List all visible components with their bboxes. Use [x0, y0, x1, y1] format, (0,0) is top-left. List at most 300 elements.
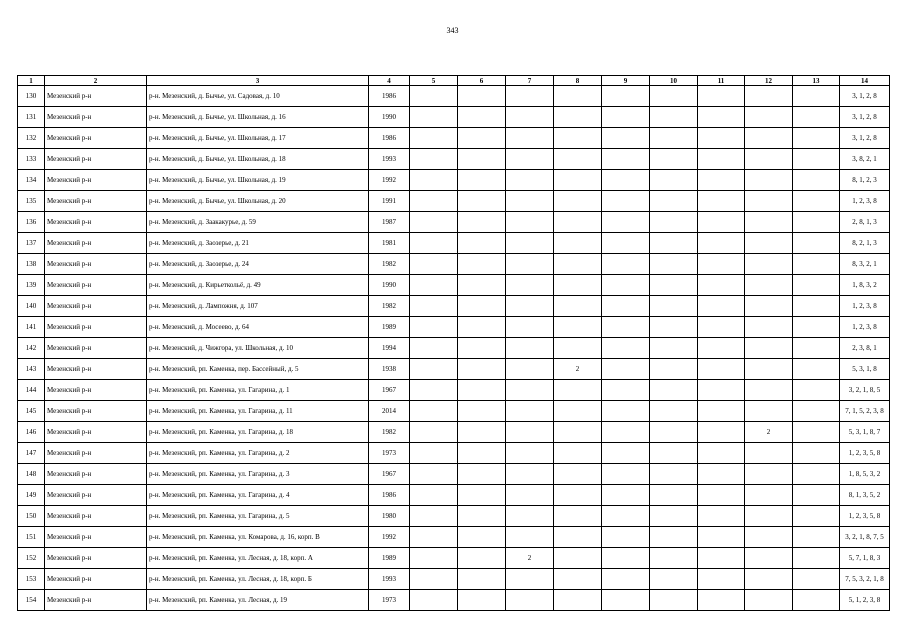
col13-cell	[793, 254, 840, 275]
year-cell: 1989	[369, 548, 410, 569]
col13-cell	[793, 485, 840, 506]
col6-cell	[458, 191, 506, 212]
col12-cell	[745, 527, 793, 548]
table-row	[18, 212, 890, 233]
address-cell: р-н. Мезенский, д. Мосеево, д. 64	[147, 317, 369, 338]
table-row	[18, 128, 890, 149]
row-number: 143	[18, 359, 45, 380]
table-body	[18, 86, 890, 611]
district-cell: Мезенский р-н	[45, 338, 147, 359]
col8-cell	[554, 317, 602, 338]
col5-cell	[410, 338, 458, 359]
col7-cell	[506, 338, 554, 359]
col11-cell	[698, 233, 745, 254]
col12-cell	[745, 338, 793, 359]
col14-cell: 8, 1, 2, 3	[840, 170, 890, 191]
col14-cell: 5, 1, 2, 3, 8	[840, 590, 890, 611]
col5-cell	[410, 443, 458, 464]
col9-cell	[602, 422, 650, 443]
column-header: 6	[458, 76, 506, 86]
col7-cell: 2	[506, 548, 554, 569]
col5-cell	[410, 86, 458, 107]
col14-cell: 3, 1, 2, 8	[840, 86, 890, 107]
col5-cell	[410, 233, 458, 254]
col8-cell	[554, 191, 602, 212]
column-header: 2	[45, 76, 147, 86]
address-cell: р-н. Мезенский, рп. Каменка, ул. Гагарина, д. 2	[147, 443, 369, 464]
year-cell: 1967	[369, 380, 410, 401]
col5-cell	[410, 464, 458, 485]
year-cell: 1982	[369, 254, 410, 275]
col5-cell	[410, 380, 458, 401]
district-cell: Мезенский р-н	[45, 506, 147, 527]
address-cell: р-н. Мезенский, д. Бычье, ул. Школьная, д. 17	[147, 128, 369, 149]
col6-cell	[458, 149, 506, 170]
header-row	[18, 76, 890, 86]
col10-cell	[650, 569, 698, 590]
table-row	[18, 527, 890, 548]
col12-cell	[745, 254, 793, 275]
col6-cell	[458, 464, 506, 485]
col8-cell	[554, 296, 602, 317]
col13-cell	[793, 212, 840, 233]
col7-cell	[506, 506, 554, 527]
district-cell: Мезенский р-н	[45, 569, 147, 590]
col12-cell	[745, 590, 793, 611]
district-cell: Мезенский р-н	[45, 149, 147, 170]
col9-cell	[602, 107, 650, 128]
year-cell: 1973	[369, 443, 410, 464]
col6-cell	[458, 128, 506, 149]
address-cell: р-н. Мезенский, д. Кирьеткольё, д. 49	[147, 275, 369, 296]
table-row	[18, 590, 890, 611]
col14-cell: 3, 1, 2, 8	[840, 128, 890, 149]
year-cell: 1980	[369, 506, 410, 527]
year-cell: 1991	[369, 191, 410, 212]
col14-cell: 7, 1, 5, 2, 3, 8	[840, 401, 890, 422]
table-row	[18, 107, 890, 128]
row-number: 138	[18, 254, 45, 275]
address-cell: р-н. Мезенский, д. Бычье, ул. Садовая, д. 10	[147, 86, 369, 107]
table-row	[18, 233, 890, 254]
col10-cell	[650, 464, 698, 485]
col12-cell	[745, 548, 793, 569]
col8-cell	[554, 107, 602, 128]
col10-cell	[650, 275, 698, 296]
district-cell: Мезенский р-н	[45, 527, 147, 548]
col6-cell	[458, 170, 506, 191]
col6-cell	[458, 569, 506, 590]
year-cell: 1982	[369, 296, 410, 317]
year-cell: 1986	[369, 485, 410, 506]
col7-cell	[506, 212, 554, 233]
row-number: 131	[18, 107, 45, 128]
col5-cell	[410, 569, 458, 590]
row-number: 135	[18, 191, 45, 212]
col9-cell	[602, 569, 650, 590]
col10-cell	[650, 422, 698, 443]
col13-cell	[793, 527, 840, 548]
column-header: 9	[602, 76, 650, 86]
col13-cell	[793, 422, 840, 443]
col12-cell	[745, 464, 793, 485]
col9-cell	[602, 233, 650, 254]
address-cell: р-н. Мезенский, д. Заозерье, д. 21	[147, 233, 369, 254]
col5-cell	[410, 590, 458, 611]
col10-cell	[650, 191, 698, 212]
col6-cell	[458, 212, 506, 233]
col10-cell	[650, 527, 698, 548]
col12-cell	[745, 380, 793, 401]
col12-cell	[745, 569, 793, 590]
address-cell: р-н. Мезенский, рп. Каменка, ул. Комарова, д. 16, корп. В	[147, 527, 369, 548]
year-cell: 1938	[369, 359, 410, 380]
table-row	[18, 338, 890, 359]
col6-cell	[458, 296, 506, 317]
col6-cell	[458, 443, 506, 464]
col12-cell	[745, 86, 793, 107]
col5-cell	[410, 359, 458, 380]
col10-cell	[650, 590, 698, 611]
row-number: 145	[18, 401, 45, 422]
col8-cell	[554, 485, 602, 506]
col12-cell	[745, 359, 793, 380]
row-number: 142	[18, 338, 45, 359]
col11-cell	[698, 590, 745, 611]
col13-cell	[793, 170, 840, 191]
col8-cell	[554, 422, 602, 443]
col12-cell: 2	[745, 422, 793, 443]
address-cell: р-н. Мезенский, д. Чижгора, ул. Школьная, д. 10	[147, 338, 369, 359]
col7-cell	[506, 443, 554, 464]
address-cell: р-н. Мезенский, рп. Каменка, ул. Гагарина, д. 18	[147, 422, 369, 443]
col12-cell	[745, 401, 793, 422]
column-header: 8	[554, 76, 602, 86]
col9-cell	[602, 464, 650, 485]
col7-cell	[506, 422, 554, 443]
col11-cell	[698, 275, 745, 296]
col9-cell	[602, 443, 650, 464]
year-cell: 1986	[369, 128, 410, 149]
column-header: 14	[840, 76, 890, 86]
row-number: 140	[18, 296, 45, 317]
year-cell: 1990	[369, 275, 410, 296]
col9-cell	[602, 128, 650, 149]
col12-cell	[745, 128, 793, 149]
col7-cell	[506, 590, 554, 611]
table-row	[18, 191, 890, 212]
col9-cell	[602, 506, 650, 527]
address-cell: р-н. Мезенский, рп. Каменка, ул. Гагарина, д. 1	[147, 380, 369, 401]
col9-cell	[602, 317, 650, 338]
col11-cell	[698, 401, 745, 422]
row-number: 144	[18, 380, 45, 401]
year-cell: 1992	[369, 170, 410, 191]
col6-cell	[458, 317, 506, 338]
col8-cell	[554, 527, 602, 548]
col13-cell	[793, 296, 840, 317]
district-cell: Мезенский р-н	[45, 359, 147, 380]
col12-cell	[745, 443, 793, 464]
year-cell: 1993	[369, 149, 410, 170]
col8-cell	[554, 338, 602, 359]
district-cell: Мезенский р-н	[45, 590, 147, 611]
col14-cell: 2, 3, 8, 1	[840, 338, 890, 359]
address-cell: р-н. Мезенский, д. Бычье, ул. Школьная, д. 20	[147, 191, 369, 212]
col6-cell	[458, 359, 506, 380]
col10-cell	[650, 296, 698, 317]
col13-cell	[793, 338, 840, 359]
year-cell: 1973	[369, 590, 410, 611]
col9-cell	[602, 86, 650, 107]
table-row	[18, 443, 890, 464]
col14-cell: 1, 2, 3, 8	[840, 191, 890, 212]
row-number: 152	[18, 548, 45, 569]
address-cell: р-н. Мезенский, рп. Каменка, ул. Гагарина, д. 5	[147, 506, 369, 527]
col7-cell	[506, 485, 554, 506]
district-cell: Мезенский р-н	[45, 548, 147, 569]
col11-cell	[698, 485, 745, 506]
col8-cell	[554, 506, 602, 527]
col9-cell	[602, 548, 650, 569]
col7-cell	[506, 359, 554, 380]
col12-cell	[745, 191, 793, 212]
col14-cell: 1, 8, 5, 3, 2	[840, 464, 890, 485]
district-cell: Мезенский р-н	[45, 485, 147, 506]
col9-cell	[602, 296, 650, 317]
table-row	[18, 296, 890, 317]
district-cell: Мезенский р-н	[45, 401, 147, 422]
row-number: 147	[18, 443, 45, 464]
district-cell: Мезенский р-н	[45, 422, 147, 443]
col11-cell	[698, 296, 745, 317]
col11-cell	[698, 422, 745, 443]
district-cell: Мезенский р-н	[45, 443, 147, 464]
col13-cell	[793, 548, 840, 569]
row-number: 146	[18, 422, 45, 443]
col7-cell	[506, 380, 554, 401]
col7-cell	[506, 170, 554, 191]
row-number: 134	[18, 170, 45, 191]
col11-cell	[698, 107, 745, 128]
col5-cell	[410, 128, 458, 149]
column-header: 11	[698, 76, 745, 86]
column-header: 4	[369, 76, 410, 86]
row-number: 132	[18, 128, 45, 149]
col14-cell: 3, 2, 1, 8, 5	[840, 380, 890, 401]
col5-cell	[410, 254, 458, 275]
col6-cell	[458, 380, 506, 401]
table-row	[18, 401, 890, 422]
address-cell: р-н. Мезенский, рп. Каменка, ул. Лесная, д. 18, корп. Б	[147, 569, 369, 590]
col8-cell	[554, 548, 602, 569]
col7-cell	[506, 107, 554, 128]
col5-cell	[410, 170, 458, 191]
year-cell: 1982	[369, 422, 410, 443]
col13-cell	[793, 86, 840, 107]
table-row	[18, 569, 890, 590]
col10-cell	[650, 317, 698, 338]
col10-cell	[650, 149, 698, 170]
col8-cell	[554, 128, 602, 149]
col9-cell	[602, 338, 650, 359]
address-cell: р-н. Мезенский, рп. Каменка, ул. Лесная, д. 18, корп. А	[147, 548, 369, 569]
col6-cell	[458, 422, 506, 443]
col11-cell	[698, 443, 745, 464]
table-row	[18, 422, 890, 443]
housing-table	[17, 75, 890, 611]
col6-cell	[458, 275, 506, 296]
address-cell: р-н. Мезенский, рп. Каменка, пер. Бассейный, д. 5	[147, 359, 369, 380]
table-row	[18, 380, 890, 401]
col5-cell	[410, 317, 458, 338]
row-number: 153	[18, 569, 45, 590]
col13-cell	[793, 464, 840, 485]
col14-cell: 8, 2, 1, 3	[840, 233, 890, 254]
address-cell: р-н. Мезенский, д. Бычье, ул. Школьная, д. 18	[147, 149, 369, 170]
col8-cell	[554, 170, 602, 191]
col6-cell	[458, 86, 506, 107]
col6-cell	[458, 338, 506, 359]
year-cell: 2014	[369, 401, 410, 422]
col5-cell	[410, 191, 458, 212]
year-cell: 1992	[369, 527, 410, 548]
column-header: 7	[506, 76, 554, 86]
row-number: 136	[18, 212, 45, 233]
col14-cell: 3, 2, 1, 8, 7, 5	[840, 527, 890, 548]
col7-cell	[506, 191, 554, 212]
col11-cell	[698, 254, 745, 275]
district-cell: Мезенский р-н	[45, 296, 147, 317]
col10-cell	[650, 548, 698, 569]
district-cell: Мезенский р-н	[45, 317, 147, 338]
year-cell: 1990	[369, 107, 410, 128]
col10-cell	[650, 86, 698, 107]
address-cell: р-н. Мезенский, рп. Каменка, ул. Гагарина, д. 11	[147, 401, 369, 422]
col13-cell	[793, 275, 840, 296]
col13-cell	[793, 107, 840, 128]
row-number: 154	[18, 590, 45, 611]
col12-cell	[745, 485, 793, 506]
col9-cell	[602, 380, 650, 401]
col11-cell	[698, 464, 745, 485]
col6-cell	[458, 527, 506, 548]
district-cell: Мезенский р-н	[45, 191, 147, 212]
col13-cell	[793, 443, 840, 464]
col5-cell	[410, 107, 458, 128]
col14-cell: 1, 8, 3, 2	[840, 275, 890, 296]
column-header: 5	[410, 76, 458, 86]
col11-cell	[698, 359, 745, 380]
col7-cell	[506, 233, 554, 254]
district-cell: Мезенский р-н	[45, 380, 147, 401]
col10-cell	[650, 359, 698, 380]
col12-cell	[745, 506, 793, 527]
col12-cell	[745, 317, 793, 338]
table-row	[18, 149, 890, 170]
col10-cell	[650, 233, 698, 254]
district-cell: Мезенский р-н	[45, 86, 147, 107]
col13-cell	[793, 317, 840, 338]
col9-cell	[602, 401, 650, 422]
col10-cell	[650, 212, 698, 233]
col8-cell	[554, 233, 602, 254]
table-row	[18, 464, 890, 485]
col14-cell: 1, 2, 3, 8	[840, 317, 890, 338]
col7-cell	[506, 464, 554, 485]
col11-cell	[698, 380, 745, 401]
col5-cell	[410, 422, 458, 443]
page-number: 343	[446, 26, 459, 35]
district-cell: Мезенский р-н	[45, 212, 147, 233]
col14-cell: 1, 2, 3, 8	[840, 296, 890, 317]
year-cell: 1989	[369, 317, 410, 338]
col7-cell	[506, 128, 554, 149]
col14-cell: 1, 2, 3, 5, 8	[840, 506, 890, 527]
col9-cell	[602, 275, 650, 296]
col9-cell	[602, 359, 650, 380]
col6-cell	[458, 590, 506, 611]
col9-cell	[602, 590, 650, 611]
col12-cell	[745, 149, 793, 170]
col6-cell	[458, 401, 506, 422]
column-header: 13	[793, 76, 840, 86]
col5-cell	[410, 548, 458, 569]
column-header: 10	[650, 76, 698, 86]
col7-cell	[506, 527, 554, 548]
col12-cell	[745, 107, 793, 128]
col8-cell	[554, 443, 602, 464]
col9-cell	[602, 170, 650, 191]
col11-cell	[698, 128, 745, 149]
col13-cell	[793, 506, 840, 527]
year-cell: 1986	[369, 86, 410, 107]
table-row	[18, 317, 890, 338]
col5-cell	[410, 485, 458, 506]
table-row	[18, 254, 890, 275]
col13-cell	[793, 590, 840, 611]
col11-cell	[698, 527, 745, 548]
col8-cell	[554, 212, 602, 233]
district-cell: Мезенский р-н	[45, 233, 147, 254]
address-cell: р-н. Мезенский, д. Заакакурье, д. 59	[147, 212, 369, 233]
col10-cell	[650, 254, 698, 275]
col10-cell	[650, 506, 698, 527]
district-cell: Мезенский р-н	[45, 254, 147, 275]
col13-cell	[793, 401, 840, 422]
col8-cell: 2	[554, 359, 602, 380]
col6-cell	[458, 254, 506, 275]
col13-cell	[793, 569, 840, 590]
col10-cell	[650, 107, 698, 128]
col7-cell	[506, 296, 554, 317]
row-number: 151	[18, 527, 45, 548]
col14-cell: 5, 7, 1, 8, 3	[840, 548, 890, 569]
col11-cell	[698, 212, 745, 233]
col8-cell	[554, 569, 602, 590]
table-row	[18, 506, 890, 527]
col7-cell	[506, 275, 554, 296]
col5-cell	[410, 275, 458, 296]
address-cell: р-н. Мезенский, д. Заозерье, д. 24	[147, 254, 369, 275]
col12-cell	[745, 170, 793, 191]
col14-cell: 1, 2, 3, 5, 8	[840, 443, 890, 464]
col14-cell: 5, 3, 1, 8	[840, 359, 890, 380]
address-cell: р-н. Мезенский, д. Бычье, ул. Школьная, д. 16	[147, 107, 369, 128]
col11-cell	[698, 569, 745, 590]
col13-cell	[793, 128, 840, 149]
col11-cell	[698, 506, 745, 527]
